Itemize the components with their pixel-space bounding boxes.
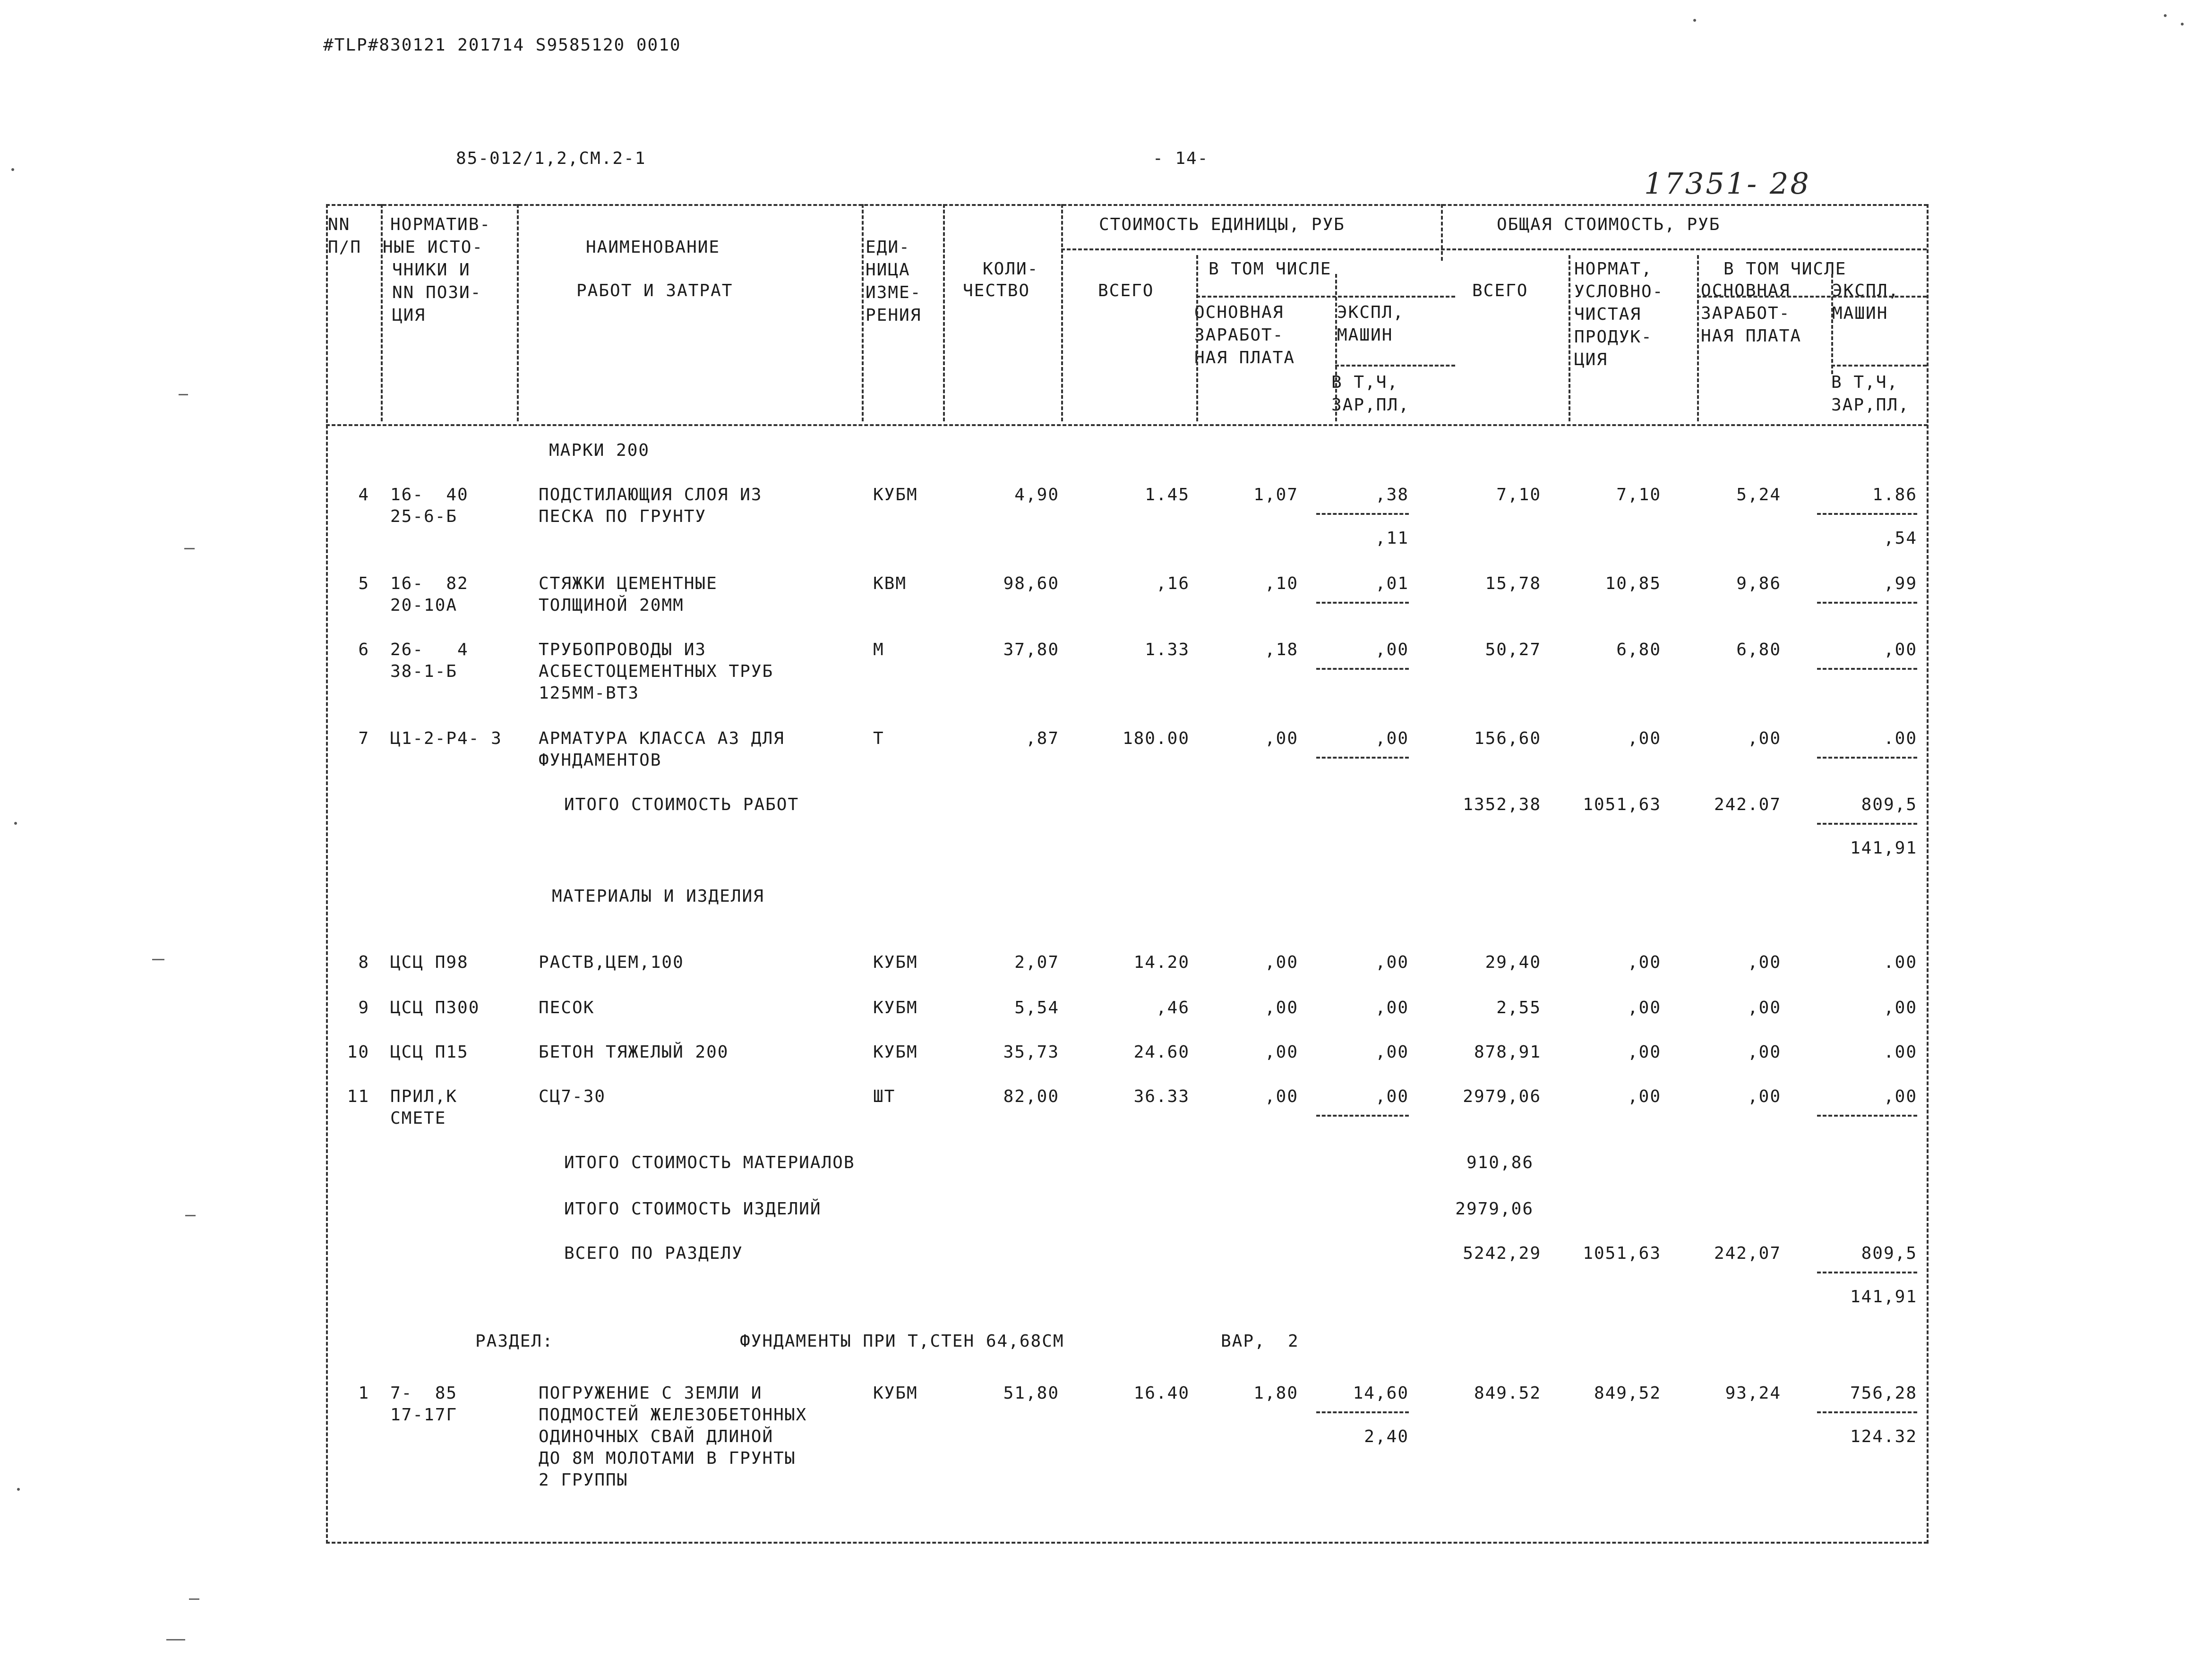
row-normative-net: ,00 [1627,729,1661,748]
row-work-name: ДО 8М МОЛОТАМИ В ГРУНТЫ [539,1449,796,1468]
header-total-basic-wage: НАЯ ПЛАТА [1701,326,1802,346]
row-work-name: АСБЕСТОЦЕМЕНТНЫХ ТРУБ [539,662,774,681]
row-total: 7,10 [1496,485,1541,504]
row-unit-machines: 14,60 [1353,1384,1409,1403]
header-work-name: РАБОТ И ЗАТРАТ [576,281,733,300]
row-work-name: АРМАТУРА КЛАССА А3 ДЛЯ [539,729,785,748]
total-works-normative: 1051,63 [1583,795,1661,814]
header-total-machines: МАШИН [1832,304,1888,323]
row-total-machines: ,00 [1883,998,1917,1017]
scan-dash [152,959,164,960]
row-work-name: ТОЛЩИНОЙ 20ММ [539,596,684,615]
row-quantity: 51,80 [1003,1384,1059,1403]
total-section-basic-wage: 242,07 [1714,1244,1781,1263]
header-unit-incl: В ТОМ ЧИСЛЕ [1209,259,1332,279]
header-total-basic-wage: ОСНОВНАЯ [1701,281,1791,300]
row-norm-code: 7- 85 [390,1384,458,1403]
document-reference: 85-012/1,2,СМ.2-1 [456,149,646,168]
total-section-sum: 5242,29 [1463,1244,1541,1263]
handwritten-number: 17351- 28 [1644,166,1811,201]
header-normative-sources: НОРМАТИВ- [390,215,491,234]
table-frame-left [326,204,328,1544]
row-work-name: ТРУБОПРОВОДЫ ИЗ [539,640,707,659]
table-frame-top [326,204,1928,206]
section-materials: МАТЕРИАЛЫ И ИЗДЕЛИЯ [552,887,764,906]
header-rule [1335,365,1455,367]
row-norm-code: ЦСЦ П15 [390,1042,469,1062]
header-normative-net-product: ПРОДУК- [1574,327,1653,347]
row-work-name: ПОГРУЖЕНИЕ С ЗЕМЛИ И [539,1384,763,1403]
header-unit-cost: СТОИМОСТЬ ЕДИНИЦЫ, РУБ [1099,215,1345,234]
row-unit-machines: ,38 [1375,485,1409,504]
row-norm-code: 17-17Г [390,1405,458,1425]
total-works-label: ИТОГО СТОИМОСТЬ РАБОТ [564,795,799,814]
scan-dash [185,1215,196,1216]
row-unit: КУБМ [873,998,918,1017]
header-nn: NN [328,215,351,234]
row-quantity: 37,80 [1003,640,1059,659]
scan-dot [11,168,14,171]
total-section-machines: 809,5 [1861,1244,1917,1263]
row-total: 15,78 [1485,574,1541,593]
header-rule [1196,296,1455,298]
row-total-basic-wage: 5,24 [1736,485,1781,504]
row-unit: КУБМ [873,485,918,504]
header-nn: П/П [328,238,362,257]
row-unit-basic-wage: ,00 [1264,998,1298,1017]
total-section-normative: 1051,63 [1583,1244,1661,1263]
row-total-machines-subrule [1817,602,1917,604]
row-machines-subrule [1316,513,1409,515]
row-number: 11 [347,1087,369,1106]
row-total: 2979,06 [1463,1087,1541,1106]
header-unit-basic-wage: НАЯ ПЛАТА [1194,348,1295,367]
total-works-machines: 809,5 [1861,795,1917,814]
row-quantity: ,87 [1025,729,1059,748]
header-work-name: НАИМЕНОВАНИЕ [586,238,720,257]
row-total-machines: ,00 [1883,1087,1917,1106]
row-total-basic-wage: 9,86 [1736,574,1781,593]
row-normative-net: 7,10 [1616,485,1661,504]
row-unit-basic-wage: ,00 [1264,1042,1298,1062]
row-unit-total: 1.33 [1145,640,1190,659]
header-unit: ЕДИ- [866,238,910,257]
header-rule [1831,365,1927,367]
row-unit-total: ,46 [1156,998,1190,1017]
row-work-name: РАСТВ,ЦЕМ,100 [539,953,684,972]
row-unit-machines: ,00 [1375,729,1409,748]
row-normative-net: 849,52 [1594,1384,1661,1403]
scan-dash [179,394,188,395]
header-total-incl: В ТОМ ЧИСЛЕ [1723,259,1847,279]
total-materials-label: ИТОГО СТОИМОСТЬ МАТЕРИАЛОВ [564,1153,855,1172]
row-total: 50,27 [1485,640,1541,659]
row-norm-code: 16- 40 [390,485,469,504]
total-section-subrule [1817,1272,1917,1273]
scan-dot [2164,14,2167,17]
row-quantity: 2,07 [1014,953,1059,972]
scan-dash [184,548,195,549]
row-quantity: 82,00 [1003,1087,1059,1106]
header-unit: НИЦА [866,260,910,280]
row-norm-code: 26- 4 [390,640,469,659]
row-total-machines-subrule [1817,1411,1917,1413]
header-col-divider [1061,204,1063,421]
row-machines-subrule [1316,668,1409,670]
row-norm-code: ЦСЦ П300 [390,998,480,1017]
total-works-sum: 1352,38 [1463,795,1541,814]
row-work-name: 2 ГРУППЫ [539,1470,628,1490]
row-total-machines-subrule [1817,513,1917,515]
table-frame-bottom [326,1542,1928,1544]
header-total-incl-wage: ЗАР,ПЛ, [1831,395,1910,415]
row-total-basic-wage: ,00 [1747,998,1781,1017]
header-normative-net-product: УСЛОВНО- [1574,282,1664,301]
header-unit-incl-wage: ЗАР,ПЛ, [1331,395,1410,415]
razdel-title: ФУНДАМЕНТЫ ПРИ Т,СТЕН 64,68СМ [740,1332,1064,1351]
row-total-basic-wage: ,00 [1747,1042,1781,1062]
header-total-machines: ЭКСПЛ, [1832,281,1900,300]
row-total: 156,60 [1474,729,1541,748]
row-total-basic-wage: 93,24 [1725,1384,1781,1403]
header-unit-incl-wage: В Т,Ч, [1331,373,1399,392]
header-normative-sources: ЦИЯ [392,306,426,325]
row-work-name: ПОДСТИЛАЮЩИЯ СЛОЯ ИЗ [539,485,763,504]
scan-dash [189,1598,199,1600]
row-number: 6 [358,640,369,659]
header-total-cost: ОБЩАЯ СТОИМОСТЬ, РУБ [1497,215,1721,234]
header-col-divider [1831,274,1833,374]
row-unit: КУБМ [873,1384,918,1403]
row-normative-net: ,00 [1627,1042,1661,1062]
header-col-divider [943,204,945,421]
row-total-machines: ,00 [1883,640,1917,659]
row-unit: ШТ [873,1087,896,1106]
total-products-sum: 2979,06 [1455,1199,1534,1219]
row-total-machines: .00 [1883,729,1917,748]
row-total-machines: .00 [1883,1042,1917,1062]
row-unit: КУБМ [873,1042,918,1062]
row-machines-subrule [1316,1411,1409,1413]
scan-dot [17,1488,20,1491]
row-number: 10 [347,1042,369,1062]
header-col-divider [517,204,519,421]
scan-dash [166,1639,185,1640]
row-unit-basic-wage: ,00 [1264,729,1298,748]
row-quantity: 5,54 [1014,998,1059,1017]
page-number: - 14- [1153,149,1209,168]
row-unit-machines: ,00 [1375,998,1409,1017]
total-materials-sum: 910,86 [1466,1153,1534,1172]
header-normative-sources: НЫЕ ИСТО- [383,238,484,257]
header-quantity: ЧЕСТВО [963,281,1030,300]
row-total-machines-wage: ,54 [1883,529,1917,548]
row-total-machines: 756,28 [1850,1384,1917,1403]
row-norm-code: Ц1-2-Р4- 3 [390,729,502,748]
header-total-total: ВСЕГО [1472,281,1528,300]
row-unit: КУБМ [873,953,918,972]
row-unit-machines: ,01 [1375,574,1409,593]
row-total-machines-subrule [1817,668,1917,670]
header-normative-sources: NN ПОЗИ- [392,283,482,302]
header-normative-net-product: НОРМАТ, [1574,259,1653,279]
row-unit-basic-wage: 1,80 [1253,1384,1298,1403]
row-unit-machines: ,00 [1375,640,1409,659]
header-unit-machines: МАШИН [1337,325,1393,345]
row-norm-code: 20-10А [390,596,458,615]
row-unit-total: ,16 [1156,574,1190,593]
section-marki: МАРКИ 200 [549,441,650,460]
total-works-subrule [1817,823,1917,825]
row-unit-basic-wage: ,10 [1264,574,1298,593]
header-bottom-rule [326,424,1928,426]
row-norm-code: 38-1-Б [390,662,458,681]
razdel-variant: ВАР, 2 [1221,1332,1299,1351]
header-col-divider [1196,255,1198,421]
row-total: 878,91 [1474,1042,1541,1062]
row-work-name: 125ММ-ВТ3 [539,683,640,703]
row-norm-code: ЦСЦ П98 [390,953,469,972]
row-unit-machines-wage: 2,40 [1364,1427,1409,1446]
row-total-machines-subrule [1817,1115,1917,1117]
header-total-basic-wage: ЗАРАБОТ- [1701,304,1791,323]
row-unit-total: 14.20 [1133,953,1190,972]
row-quantity: 35,73 [1003,1042,1059,1062]
row-norm-code: 25-6-Б [390,507,458,526]
row-total-basic-wage: ,00 [1747,1087,1781,1106]
header-col-divider [381,204,383,421]
row-unit-basic-wage: ,00 [1264,953,1298,972]
row-total: 29,40 [1485,953,1541,972]
row-normative-net: ,00 [1627,998,1661,1017]
row-work-name: СЦ7-30 [539,1087,606,1106]
total-section-label: ВСЕГО ПО РАЗДЕЛУ [564,1244,743,1263]
row-machines-subrule [1316,757,1409,759]
row-unit-basic-wage: 1,07 [1253,485,1298,504]
row-work-name: ПЕСКА ПО ГРУНТУ [539,507,707,526]
row-norm-code: ПРИЛ,К [390,1087,458,1106]
row-normative-net: ,00 [1627,953,1661,972]
total-works-machines-wage: 141,91 [1850,838,1917,858]
row-norm-code: 16- 82 [390,574,469,593]
row-unit-basic-wage: ,18 [1264,640,1298,659]
document-code-line: #TLP#830121 201714 S9585120 0010 [323,35,681,55]
row-unit-total: 1.45 [1145,485,1190,504]
header-unit-basic-wage: ЗАРАБОТ- [1194,325,1284,345]
row-total: 849.52 [1474,1384,1541,1403]
header-col-divider [1441,204,1443,261]
row-work-name: БЕТОН ТЯЖЕЛЫЙ 200 [539,1042,729,1062]
header-quantity: КОЛИ- [983,259,1039,279]
row-total-basic-wage: ,00 [1747,729,1781,748]
header-unit-machines: ЭКСПЛ, [1337,303,1405,322]
row-unit: КВМ [873,574,907,593]
header-normative-sources: ЧНИКИ И [392,260,471,280]
header-unit-total: ВСЕГО [1098,281,1154,300]
row-unit-machines: ,00 [1375,1087,1409,1106]
row-unit-basic-wage: ,00 [1264,1087,1298,1106]
total-section-machines-wage: 141,91 [1850,1287,1917,1307]
table-frame-right [1927,204,1929,1544]
row-work-name: ОДИНОЧНЫХ СВАЙ ДЛИНОЙ [539,1427,774,1446]
row-number: 1 [358,1384,369,1403]
razdel-label: РАЗДЕЛ: [475,1332,554,1351]
row-unit-machines-wage: ,11 [1375,529,1409,548]
row-work-name: ПОДМОСТЕЙ ЖЕЛЕЗОБЕТОННЫХ [539,1405,807,1425]
row-normative-net: 10,85 [1605,574,1661,593]
header-col-divider [1697,255,1699,421]
header-unit: РЕНИЯ [866,306,922,325]
row-total: 2,55 [1496,998,1541,1017]
row-number: 8 [358,953,369,972]
row-number: 9 [358,998,369,1017]
header-unit: ИЗМЕ- [866,283,922,302]
total-products-label: ИТОГО СТОИМОСТЬ ИЗДЕЛИЙ [564,1199,822,1219]
scan-dot [2181,23,2184,26]
header-col-divider [1569,255,1570,421]
row-normative-net: 6,80 [1616,640,1661,659]
row-unit-total: 36.33 [1133,1087,1190,1106]
row-machines-subrule [1316,602,1409,604]
row-quantity: 4,90 [1014,485,1059,504]
header-rule [1061,248,1927,250]
row-unit-total: 16.40 [1133,1384,1190,1403]
total-works-basic-wage: 242.07 [1714,795,1781,814]
row-normative-net: ,00 [1627,1087,1661,1106]
row-work-name: ПЕСОК [539,998,595,1017]
row-unit-machines: ,00 [1375,1042,1409,1062]
scan-dot [14,822,17,825]
row-number: 4 [358,485,369,504]
row-unit: Т [873,729,884,748]
row-unit-machines: ,00 [1375,953,1409,972]
header-normative-net-product: ЧИСТАЯ [1574,305,1642,324]
header-rule [1697,296,1927,298]
row-work-name: СТЯЖКИ ЦЕМЕНТНЫЕ [539,574,718,593]
row-unit: М [873,640,884,659]
header-total-incl-wage: В Т,Ч, [1831,373,1899,392]
row-number: 7 [358,729,369,748]
row-unit-total: 24.60 [1133,1042,1190,1062]
row-unit-total: 180.00 [1122,729,1190,748]
header-normative-net-product: ЦИЯ [1574,350,1608,369]
header-unit-basic-wage: ОСНОВНАЯ [1194,303,1284,322]
scan-dot [1693,19,1696,22]
row-quantity: 98,60 [1003,574,1059,593]
row-total-basic-wage: 6,80 [1736,640,1781,659]
row-total-machines-wage: 124.32 [1850,1427,1917,1446]
row-number: 5 [358,574,369,593]
row-total-basic-wage: ,00 [1747,953,1781,972]
header-col-divider [862,204,864,421]
row-total-machines: .00 [1883,953,1917,972]
row-total-machines: 1.86 [1872,485,1917,504]
row-norm-code: СМЕТЕ [390,1109,446,1128]
row-total-machines-subrule [1817,757,1917,759]
row-total-machines: ,99 [1883,574,1917,593]
row-machines-subrule [1316,1115,1409,1117]
row-work-name: ФУНДАМЕНТОВ [539,751,662,770]
